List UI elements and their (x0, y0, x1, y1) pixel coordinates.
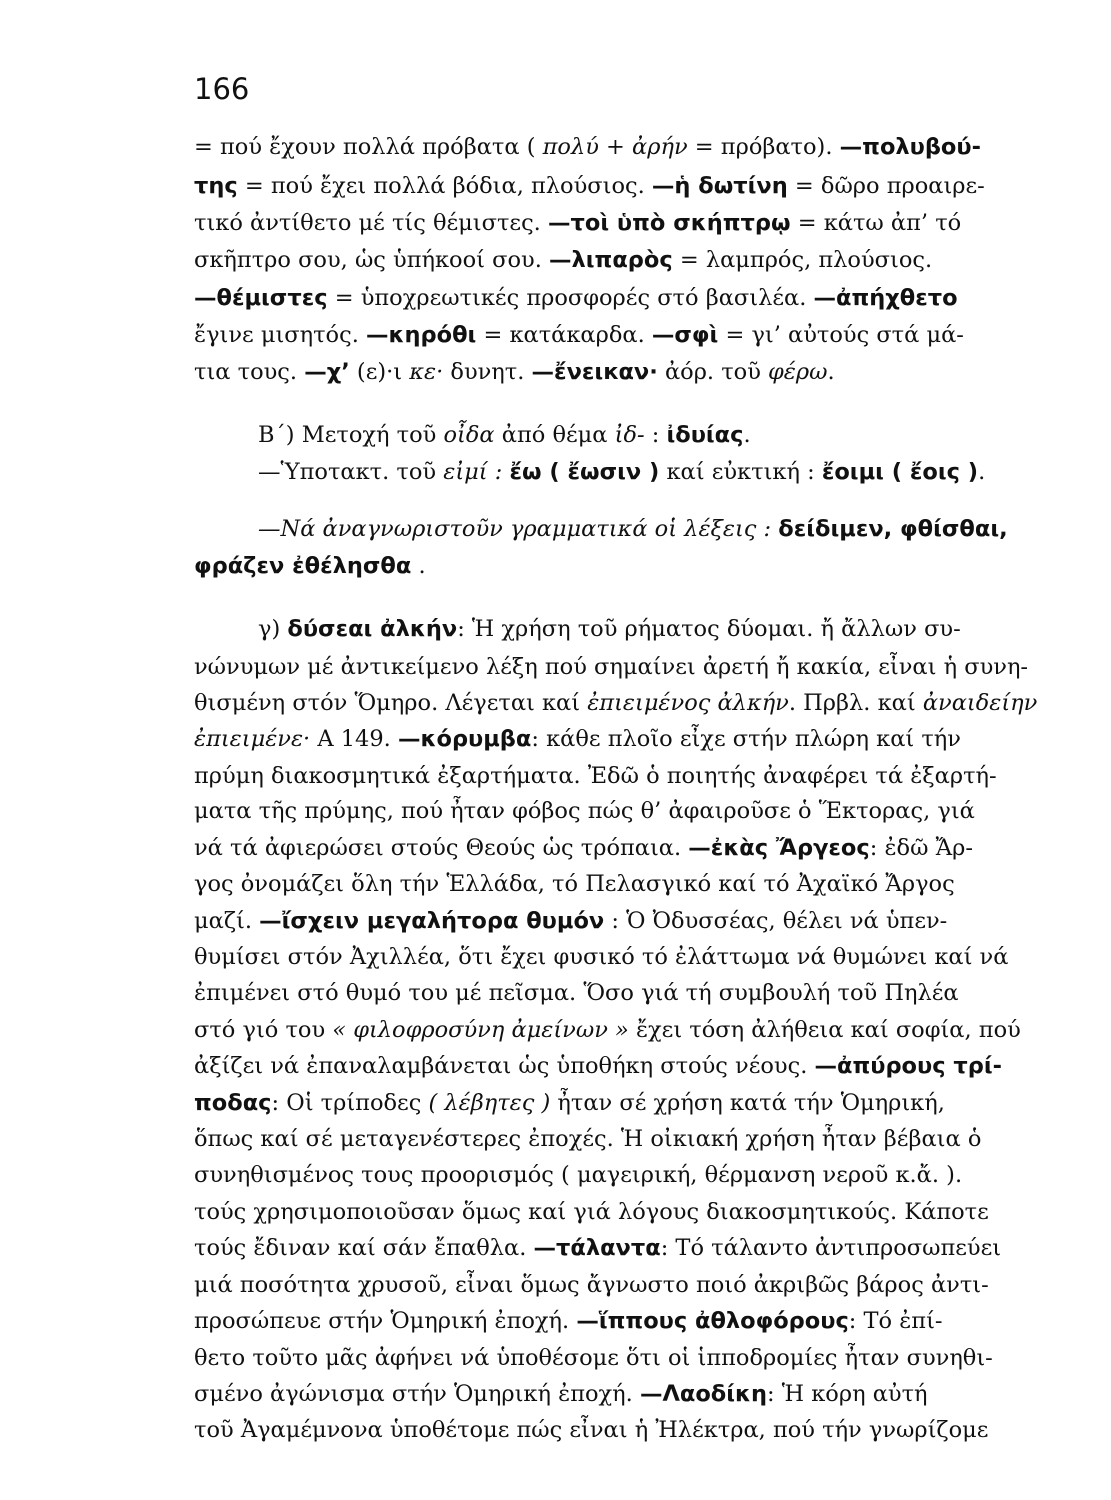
text-line: φράζεν ἐθέλησθα . (194, 553, 426, 579)
text-line: μιά ποσότητα χρυσοῦ, εἶναι ὅμως ἄγνωστο ποιό ἀκριβῶς βάρος ἀντι- (194, 1272, 989, 1298)
text-line: —Ὑποτακτ. τοῦ εἰμί : ἔω ( ἔωσιν ) καί εὐκτική : ἔοιμι ( ἔοις ). (258, 459, 986, 485)
text-line: μαζί. —ἴσχειν μεγαλήτορα θυμόν : Ὁ Ὀδυσσέας, θέλει νά ὑπεν- (194, 908, 948, 934)
text-line: θισμένη στόν Ὅμηρο. Λέγεται καί ἐπιειμένος ἀλκήν. Πρβλ. καί ἀναιδείην (194, 690, 1038, 716)
text-line: ἔγινε μισητός. —κηρόθι = κατάκαρδα. —σφὶ = γι’ αὐτούς στά μά- (194, 322, 964, 348)
text-line: θυμίσει στόν Ἀχιλλέα, ὅτι ἔχει φυσικό τό ἐλάττωμα νά θυμώνει καί νά (194, 944, 1009, 970)
text-line: τούς χρησιμοποιοῦσαν ὅμως καί γιά λόγους διακοσμητικούς. Κάποτε (194, 1199, 989, 1225)
text-line: στό γιό του « φιλοφροσύνη ἀμείνων » ἔχει τόση ἀλήθεια καί σοφία, πού (194, 1017, 1021, 1043)
text-line: γ) δύσεαι ἀλκήν: Ἡ χρήση τοῦ ρήματος δύομαι. ἤ ἄλλων συ- (258, 616, 961, 642)
text-line: Β΄) Μετοχή τοῦ οἶδα ἀπό θέμα ἰδ- : ἰδυίας. (258, 422, 751, 448)
text-line: γος ὀνομάζει ὅλη τήν Ἑλλάδα, τό Πελασγικό καί τό Ἀχαϊκό Ἄργος (194, 871, 955, 897)
text-line: θετο τοῦτο μᾶς ἀφήνει νά ὑποθέσομε ὅτι οἱ ἱπποδρομίες ἦταν συνηθι- (194, 1345, 993, 1371)
page-number: 166 (194, 72, 250, 106)
text-line: τοῦ Ἀγαμέμνονα ὑποθέτομε πώς εἶναι ἡ Ἠλέκτρα, πού τήν γνωρίζομε (194, 1417, 989, 1443)
text-line: σμένο ἀγώνισμα στήν Ὁμηρική ἐποχή. —Λαοδίκη: Ἡ κόρη αὐτή (194, 1381, 928, 1407)
text-line: προσώπευε στήν Ὁμηρική ἐποχή. —ἵππους ἀθλοφόρους: Τό ἐπί- (194, 1308, 943, 1334)
text-line: πρύμη διακοσμητικά ἐξαρτήματα. Ἐδῶ ὁ ποιητής ἀναφέρει τά ἐξαρτή- (194, 763, 997, 789)
text-line: —Νά ἀναγνωριστοῦν γραμματικά οἱ λέξεις : δείδιμεν, φθίσθαι, (258, 516, 1008, 542)
text-line: ποδας: Οἱ τρίποδες ( λέβητες ) ἦταν σέ χρήση κατά τήν Ὁμηρική, (194, 1090, 945, 1116)
text-line: νά τά ἀφιερώσει στούς Θεούς ὡς τρόπαια. —ἐκὰς Ἄργεος: ἐδῶ Ἄρ- (194, 835, 973, 861)
text-line: νώνυμων μέ ἀντικείμενο λέξη πού σημαίνει ἀρετή ἤ κακία, εἶναι ἡ συνη- (194, 654, 1029, 680)
text-line: —θέμιστες = ὑποχρεωτικές προσφορές στό βασιλέα. —ἀπήχθετο (194, 285, 958, 311)
text-line: τούς ἔδιναν καί σάν ἔπαθλα. —τάλαντα: Τό τάλαντο ἀντιπροσωπεύει (194, 1235, 1002, 1261)
text-line: τια τους. —χ’ (ε)·ι κε· δυνητ. —ἔνειкαν· ἀόρ. τοῦ φέρω. (194, 359, 835, 385)
text-line: σκῆπτρο σου, ὡς ὑπήκοοί σου. —λιπαρὸς = λαμπρός, πλούσιος. (194, 247, 933, 273)
text-line: συνηθισμένος τους προορισμός ( μαγειρική, θέρμανση νεροῦ κ.ἄ. ). (194, 1162, 963, 1188)
text-line: = πού ἔχουν πολλά πρόβατα ( πολύ + ἀρήν = πρόβατο). —πολυβού- (194, 134, 981, 160)
text-line: ἐπιειμένε· Α 149. —κόρυμβα: κάθε πλοῖο εἶχε στήν πλώρη καί τήν (194, 726, 961, 752)
text-line: ἀξίζει νά ἐπαναλαμβάνεται ὡς ὑποθήκη στούς νέους. —ἀπύρους τρί- (194, 1053, 1002, 1079)
text-line: τικό ἀντίθετο μέ τίς θέμιστες. —τοὶ ὑπὸ σκήπτρῳ = κάτω ἀπ’ τό (194, 210, 962, 236)
text-line: της = πού ἔχει πολλά βόδια, πλούσιος. —ἡ δωτίνη = δῶρο προαιρε- (194, 173, 985, 199)
text-line: ἐπιμένει στό θυμό του μέ πεῖσμα. Ὅσο γιά τή συμβουλή τοῦ Πηλέα (194, 980, 959, 1006)
text-line: ὅπως καί σέ μεταγενέστερες ἐποχές. Ἡ οἰκιακή χρήση ἦταν βέβαια ὁ (194, 1126, 982, 1152)
text-line: ματα τῆς πρύμης, πού ἦταν φόβος πώς θ’ ἀφαιροῦσε ὁ Ἕκτορας, γιά (194, 798, 975, 824)
